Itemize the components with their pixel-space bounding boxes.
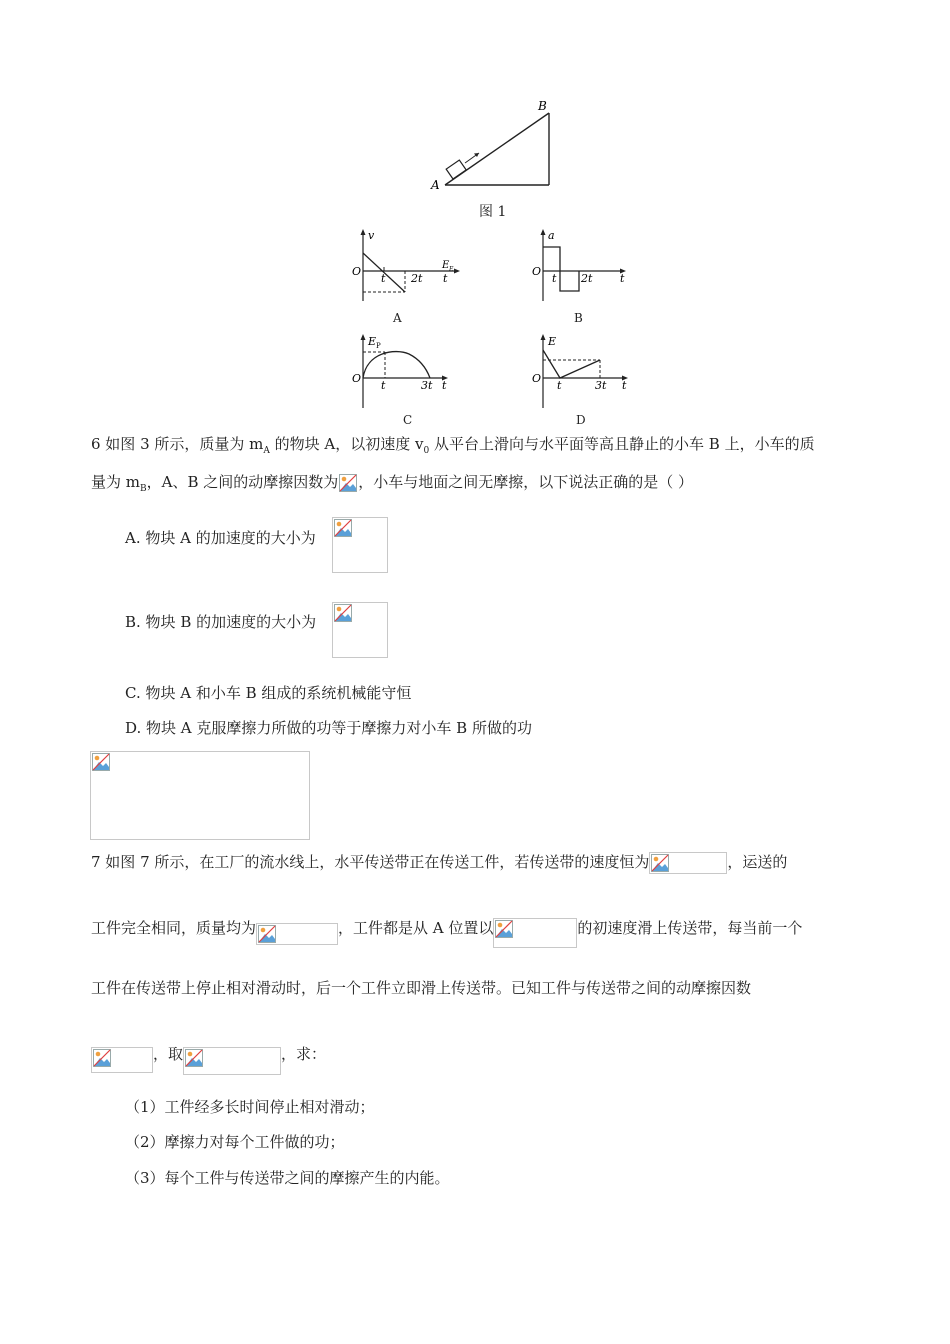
broken-image-icon (651, 854, 669, 872)
broken-image-icon (334, 604, 352, 622)
graph-b-t1: t (552, 272, 557, 285)
graph-d-ylabel: E (548, 335, 557, 348)
broken-image-icon (93, 1049, 111, 1067)
broken-image-icon (334, 519, 352, 537)
graph-c-ylabel: E (368, 335, 377, 348)
graph-c-origin: O (352, 372, 362, 385)
graph-a-curve-sub: E (449, 266, 454, 273)
q6-option-d: D. 物块 A 克服摩擦力所做的功等于摩擦力对小车 B 所做的功 (125, 719, 532, 737)
graph-a-ylabel: v (368, 229, 375, 242)
graph-a-caption: A (393, 311, 402, 325)
graph-a-origin: O (352, 265, 362, 278)
q6-option-c: C. 物块 A 和小车 B 组成的系统机械能守恒 (125, 684, 412, 702)
graph-b-caption: B (574, 311, 583, 325)
formula-image (183, 1047, 281, 1075)
q6-option-b: B. 物块 B 的加速度的大小为 (125, 613, 317, 631)
graph-a-curve-label: E (442, 260, 450, 271)
graph-d-origin: O (532, 372, 542, 385)
q6-line2: 量为 $m_B$，A、B 之间的动摩擦因数为 ，小车与地面之间无摩擦，以下说法正确的是（ ） (91, 473, 694, 494)
graph-c-xlabel: t (442, 379, 447, 392)
broken-image-icon (495, 920, 513, 938)
graph-a (335, 225, 465, 305)
formula-image (493, 918, 577, 948)
q6-option-a: A. 物块 A 的加速度的大小为 (125, 529, 316, 547)
graph-d (515, 330, 645, 410)
graph-a-t1: t (381, 272, 386, 285)
q7-line3: 工件在传送带上停止相对滑动时，后一个工件立即滑上传送带。已知工件与传送带之间的动摩擦因数 (91, 979, 752, 997)
q7-subquestion-3: （3）每个工件与传送带之间的摩擦产生的内能。 (125, 1169, 450, 1187)
broken-image-icon (339, 474, 357, 492)
formula-image (649, 852, 727, 874)
fig1-label-b: B (538, 99, 547, 113)
graph-c (335, 330, 465, 410)
formula-image (332, 602, 388, 658)
graph-c-t1: t (381, 379, 386, 392)
graph-d-xlabel: t (622, 379, 627, 392)
broken-image-icon (92, 753, 110, 771)
graph-c-t2: 3t (421, 379, 433, 392)
graph-d-t1: t (557, 379, 562, 392)
formula-image (91, 1047, 153, 1073)
q7-line1: 7 如图 7 所示，在工厂的流水线上，水平传送带正在传送工件，若传送带的速度恒为 ，运送的 (91, 852, 787, 874)
q7-line4: ，取 ，求： (91, 1041, 326, 1069)
broken-image-icon (185, 1049, 203, 1067)
graph-a-xlabel: t (443, 272, 448, 285)
graph-b-t2: 2t (581, 272, 593, 285)
q7-subquestion-1: （1）工件经多长时间停止相对滑动； (125, 1098, 375, 1116)
graph-a-t2: 2t (411, 272, 423, 285)
figure-incline (425, 95, 565, 195)
formula-image (338, 473, 358, 493)
q7-line2: 工件完全相同，质量均为 ，工件都是从 A 位置以 的初速度滑上传送带，每当前一个 (91, 914, 802, 944)
graph-b (515, 225, 645, 305)
formula-image (332, 517, 388, 573)
figure-image (90, 751, 310, 840)
formula-image (256, 923, 338, 945)
q7-subquestion-2: （2）摩擦力对每个工件做的功； (125, 1133, 345, 1151)
figure-caption: 图 1 (479, 204, 507, 220)
graph-c-ylabel-sub: P (376, 342, 381, 350)
q6-line1: 6 如图 3 所示，质量为 $m_A$ 的物块 A，以初速度 $v_0$ 从平台上滑向与水平面等高且静止的小车 B 上，小车的质 (91, 435, 815, 456)
broken-image-icon (258, 925, 276, 943)
graph-b-ylabel: a (548, 229, 555, 242)
graph-c-caption: C (403, 413, 413, 427)
graph-b-origin: O (532, 265, 542, 278)
graph-b-xlabel: t (620, 272, 625, 285)
graph-d-caption: D (576, 413, 586, 427)
fig1-label-a: A (431, 178, 440, 192)
graph-d-t2: 3t (595, 379, 607, 392)
